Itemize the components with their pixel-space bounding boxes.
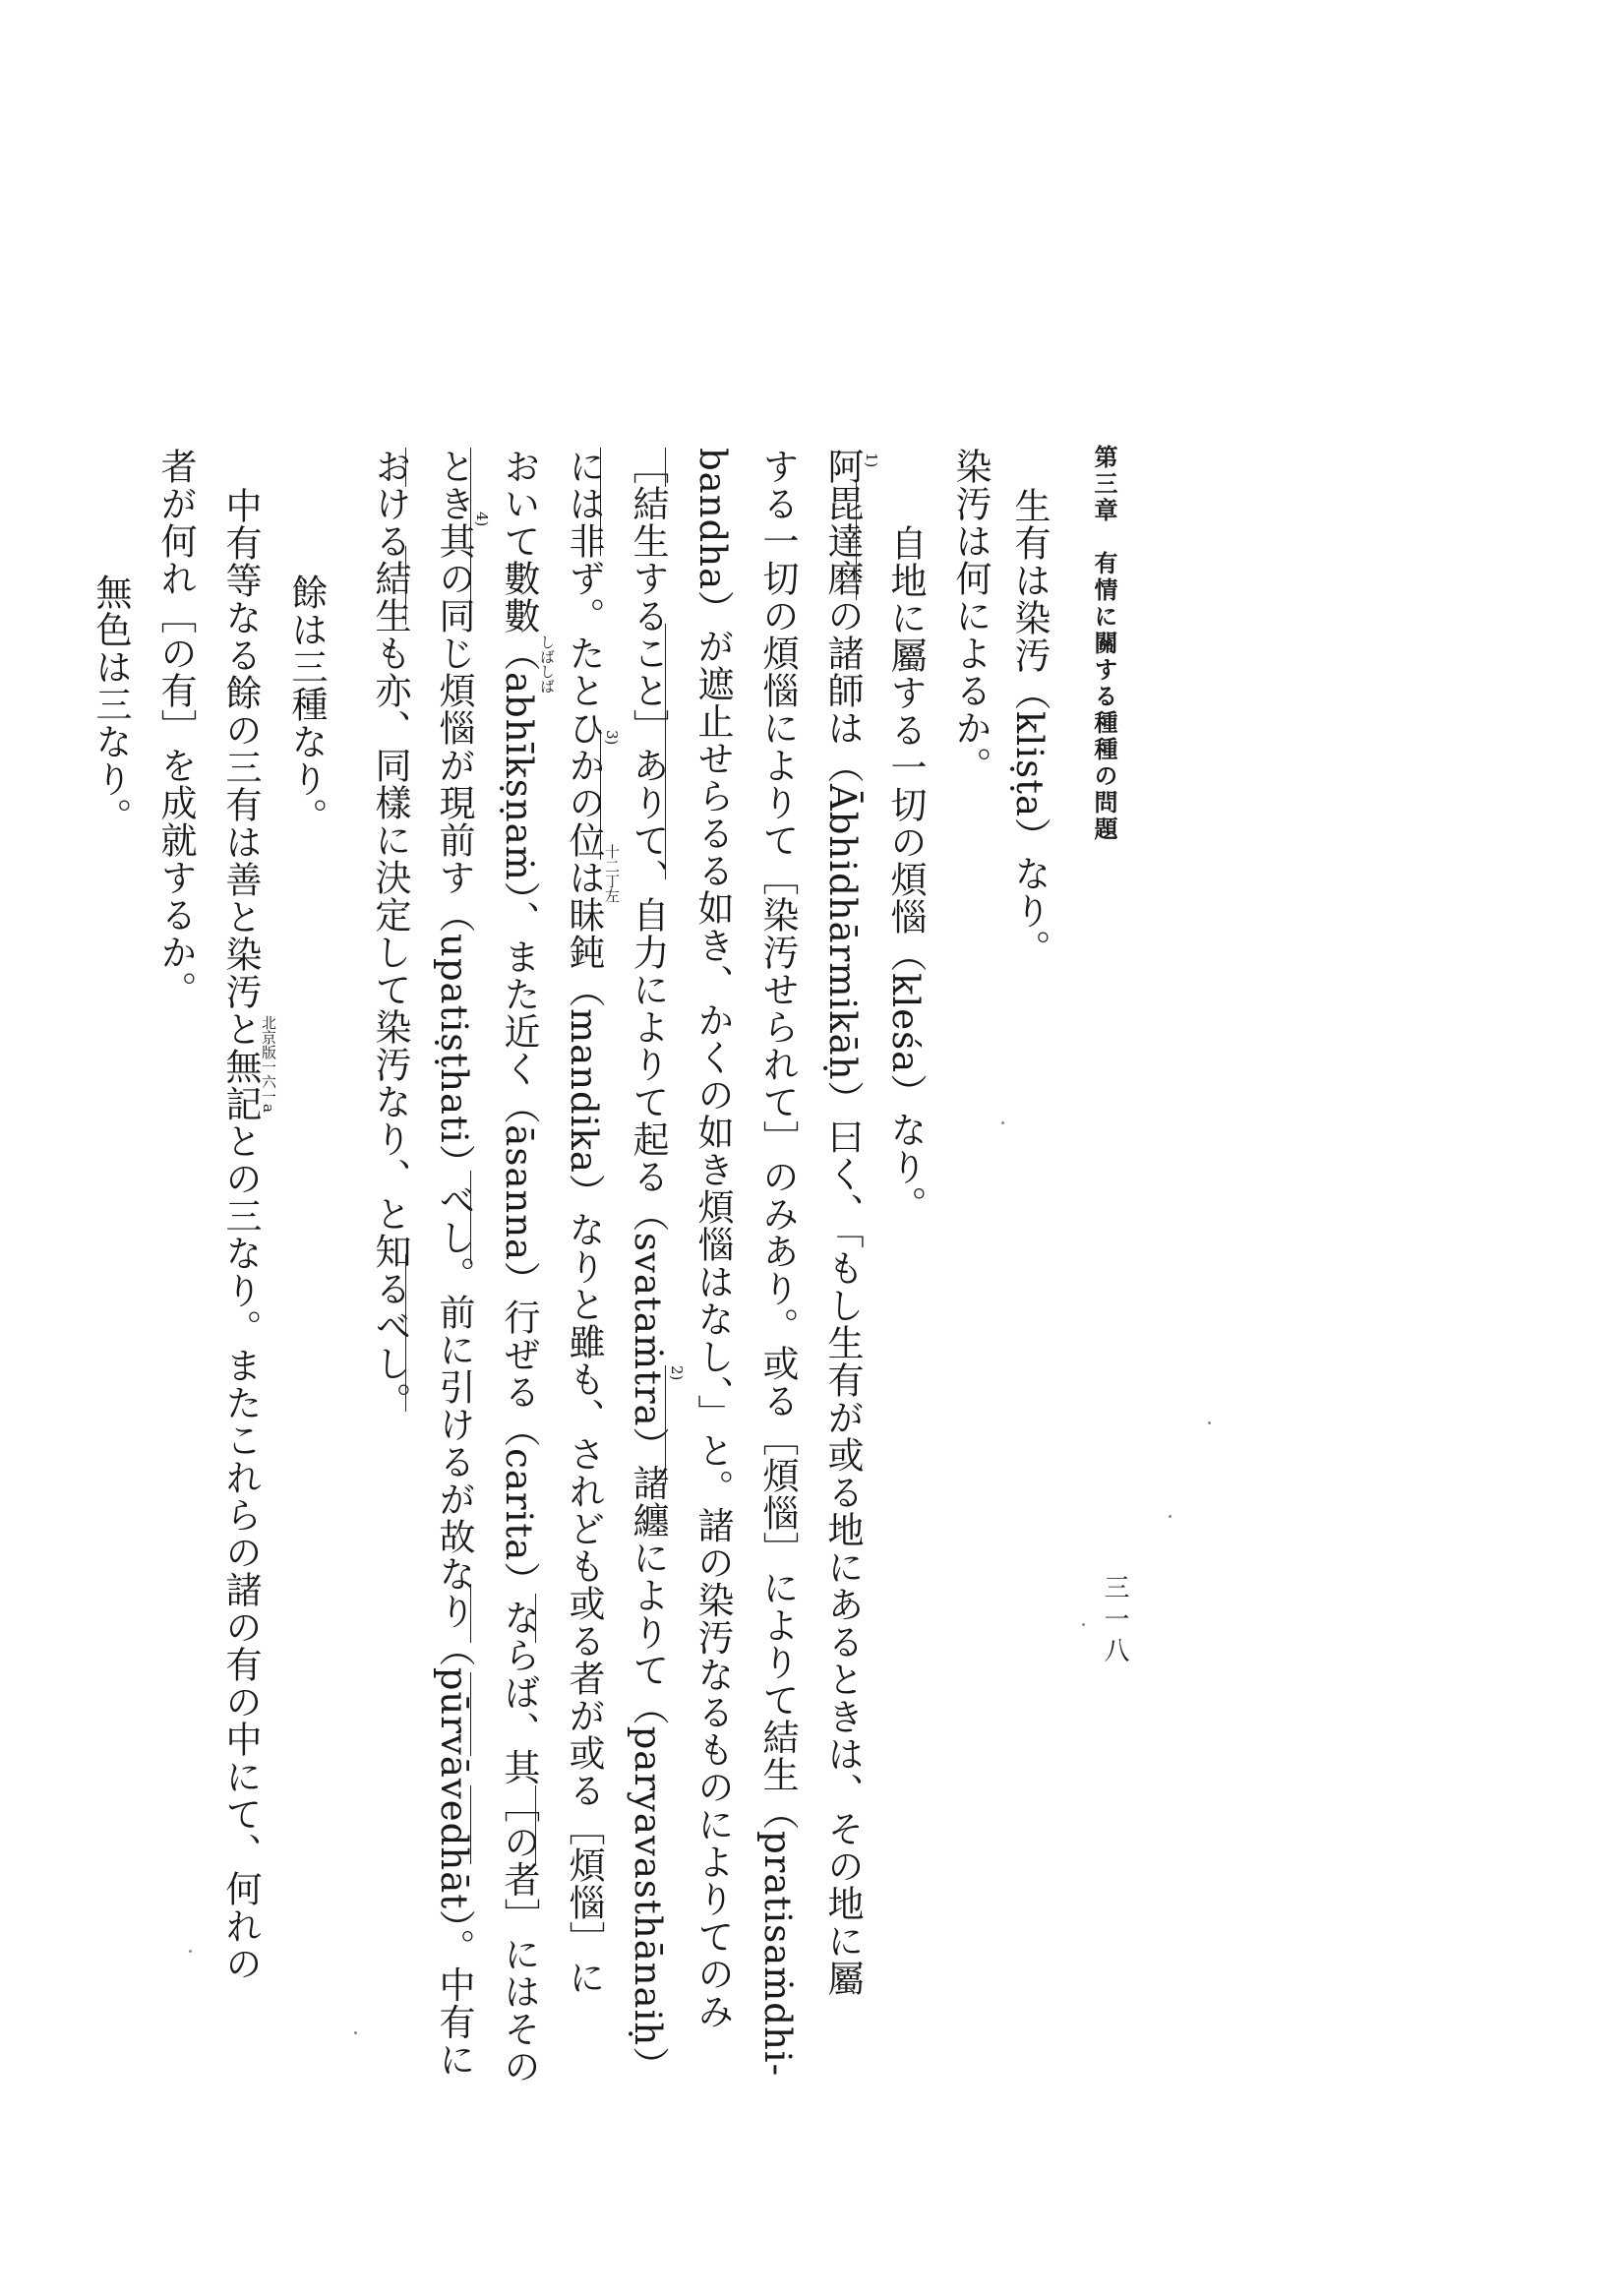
sideline-mark	[856, 482, 857, 600]
sideline-mark	[405, 546, 406, 625]
page-number: 三一八	[1100, 1574, 1129, 1668]
text-line-13: 中有等なる餘の三有は善と染汚と無記との三なり。またこれらの諸の有の中にて、何れの	[219, 487, 262, 1982]
text-line-9: おいて數數（abhīkṣṇaṁ）、また近く（āsanna）行ぜる（carita）ならば、其［の者］にはその	[498, 448, 540, 2085]
text-line-15: 無色は三なり。	[90, 574, 132, 835]
sideline-mark	[405, 448, 406, 487]
sideline-mark	[600, 730, 601, 860]
sideline-mark	[535, 1785, 536, 1864]
footnote-marker-3: 3)	[603, 730, 621, 746]
sideline-mark	[470, 1584, 471, 1643]
scan-speck	[189, 1950, 192, 1953]
sideline-mark	[665, 624, 666, 879]
scan-speck	[354, 2031, 357, 2034]
ruby-page-ref-12: 十二丁左	[603, 844, 621, 903]
sideline-mark	[665, 448, 666, 487]
ruby-shibashiba: しばしば	[538, 634, 556, 694]
text-line-3: 自地に屬する一切の煩惱（kleśa）なり。	[884, 524, 927, 1224]
sideline-mark	[470, 1171, 471, 1264]
sideline-mark	[535, 1594, 536, 1643]
text-line-8: には非ず。たとひかの位は昧鈍（mandika）なりと雖も、されども或る者が或る［煩惱］に	[563, 448, 605, 1996]
text-line-1: 生有は染汚（kliṣṭa）なり。	[1008, 487, 1051, 968]
sideline-mark	[600, 448, 601, 556]
text-line-12: 餘は三種なり。	[285, 574, 328, 835]
sideline-mark	[470, 1672, 471, 1756]
sideline-mark	[665, 1365, 666, 1483]
text-line-5: する一切の煩惱によりて［染汚せられて］のみあり。或る［煩惱］によりて結生（pratisaṁdhi-	[756, 448, 799, 2078]
scan-speck	[1001, 1121, 1004, 1124]
footnote-marker-4: 4)	[473, 512, 491, 527]
scan-speck	[1169, 1515, 1172, 1518]
text-line-7: ［結生すること］ありて、自力によりて起る（svataṁtra）諸纏によりて（paryavasthānaiḥ）	[627, 448, 669, 2085]
text-line-2: 染汚は何によるか。	[949, 448, 992, 784]
scan-speck	[1082, 1623, 1085, 1626]
sideline-mark	[405, 1254, 406, 1412]
sideline-mark	[470, 448, 471, 605]
text-line-14: 者が何れ［の有］を成就するか。	[154, 448, 197, 1008]
text-line-6: bandha）が遮止せらるる如き、かくの如き煩惱はなし、」と。諸の染汚なるものによりてのみ	[692, 448, 734, 2030]
running-header: 第三章 有情に關する種種の問題	[1090, 445, 1118, 843]
text-line-11: おける結生も亦、同樣に決定して染汚なり、と知るべし。	[369, 448, 411, 1420]
text-line-10: とき其の同じ煩惱が現前す（upatiṣṭhati）べし。前に引けるが故なり（pūrvāvedhāt）。中有に	[433, 448, 475, 2079]
footnote-marker-1: 1)	[863, 453, 880, 468]
ruby-beijing-edition: 北京版一六一a	[260, 1015, 277, 1113]
text-line-4: 阿毘達磨の諸師は（Ābhidhārmikāḥ）曰く、「もし生有が或る地にあるときは、その地に屬	[821, 448, 864, 1998]
scan-speck	[1208, 1421, 1211, 1424]
footnote-marker-2: 2)	[668, 1365, 686, 1381]
sideline-mark	[470, 1785, 471, 1864]
